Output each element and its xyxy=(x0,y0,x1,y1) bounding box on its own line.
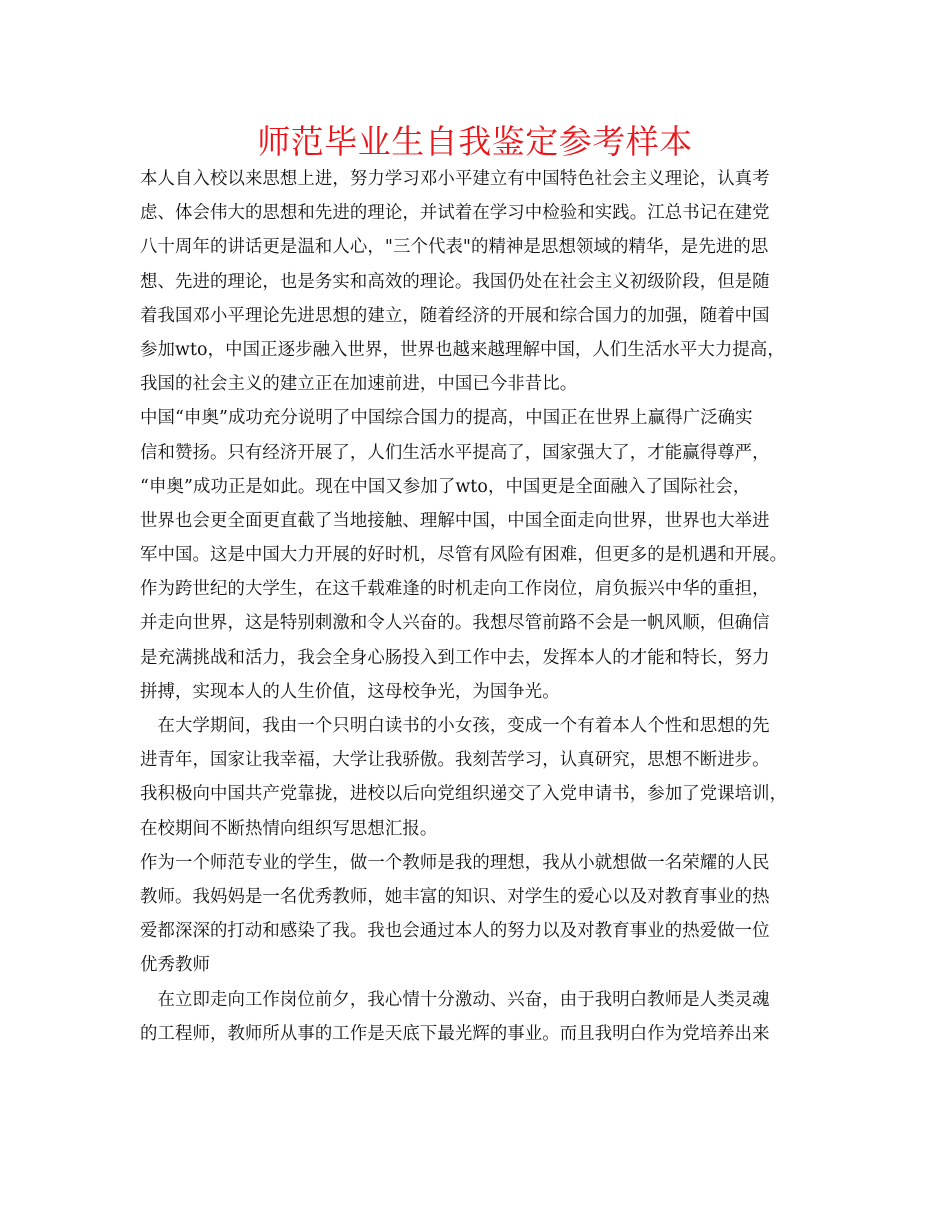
body-line: 在大学期间，我由一个只明白读书的小女孩，变成一个有着本人个性和思想的先 xyxy=(140,716,770,736)
body-line: 八十周年的讲话更是温和人心，"三个代表"的精神是思想领域的精华，是先进的思 xyxy=(140,237,769,258)
body-line: “申奥”成功正是如此。现在中国又参加了wto，中国更是全面融入了国际社会， xyxy=(140,476,751,497)
body-line: 我国的社会主义的建立正在加速前进，中国已今非昔比。 xyxy=(140,374,578,395)
document-body xyxy=(140,162,810,1051)
body-line: 的工程师，教师所从事的工作是天底下最光辉的事业。而且我明白作为党培养出来 xyxy=(140,1023,770,1044)
body-line: 想、先进的理论，也是务实和高效的理论。我国仍处在社会主义初级阶段，但是随 xyxy=(140,271,770,292)
body-line: 作为一个师范专业的学生，做一个教师是我的理想，我从小就想做一名荣耀的人民 xyxy=(140,852,770,873)
body-line: 拼搏，实现本人的人生价值，这母校争光，为国争光。 xyxy=(140,681,560,702)
document-title: 师范毕业生自我鉴定参考样本 xyxy=(257,122,693,161)
body-line: 优秀教师 xyxy=(140,955,210,976)
body-line: 参加wto，中国正逐步融入世界，世界也越来越理解中国，人们生活水平大力提高， xyxy=(140,339,785,360)
body-line: 信和赞扬。只有经济开展了，人们生活水平提高了，国家强大了，才能赢得尊严， xyxy=(140,442,770,463)
body-line: 着我国邓小平理论先进思想的建立，随着经济的开展和综合国力的加强，随着中国 xyxy=(140,305,770,326)
body-line: 在立即走向工作岗位前夕，我心情十分激动、兴奋，由于我明白教师是人类灵魂 xyxy=(140,989,770,1010)
body-line: 本人自入校以来思想上进，努力学习邓小平建立有中国特色社会主义理论，认真考 xyxy=(140,169,770,189)
body-line: 作为跨世纪的大学生，在这千载难逢的时机走向工作岗位，肩负振兴中华的重担， xyxy=(140,579,770,600)
body-line: 中国“申奥”成功充分说明了中国综合国力的提高，中国正在世界上赢得广泛确实 xyxy=(140,408,753,429)
body-line: 军中国。这是中国大力开展的好时机，尽管有风险有困难，但更多的是机遇和开展。 xyxy=(140,545,788,566)
body-line: 在校期间不断热情向组织写思想汇报。 xyxy=(140,818,438,839)
body-line: 是充满挑战和活力，我会全身心肠投入到工作中去，发挥本人的才能和特长，努力 xyxy=(140,647,770,668)
body-line: 虑、体会伟大的思想和先进的理论，并试着在学习中检验和实践。江总书记在建党 xyxy=(140,203,770,224)
body-line: 进青年，国家让我幸福，大学让我骄傲。我刻苦学习，认真研究，思想不断进步。 xyxy=(140,750,770,771)
body-line: 教师。我妈妈是一名优秀教师，她丰富的知识、对学生的爱心以及对教育事业的热 xyxy=(140,886,770,907)
body-line: 我积极向中国共产党靠拢，进校以后向党组织递交了入党申请书，参加了党课培训， xyxy=(140,784,788,805)
body-line: 世界也会更全面更直截了当地接触、理解中国，中国全面走向世界，世界也大举进 xyxy=(140,510,770,531)
body-line: 并走向世界，这是特别刺激和令人兴奋的。我想尽管前路不会是一帆风顺，但确信 xyxy=(140,613,770,634)
body-line: 爱都深深的打动和感染了我。我也会通过本人的努力以及对教育事业的热爱做一位 xyxy=(140,921,770,942)
